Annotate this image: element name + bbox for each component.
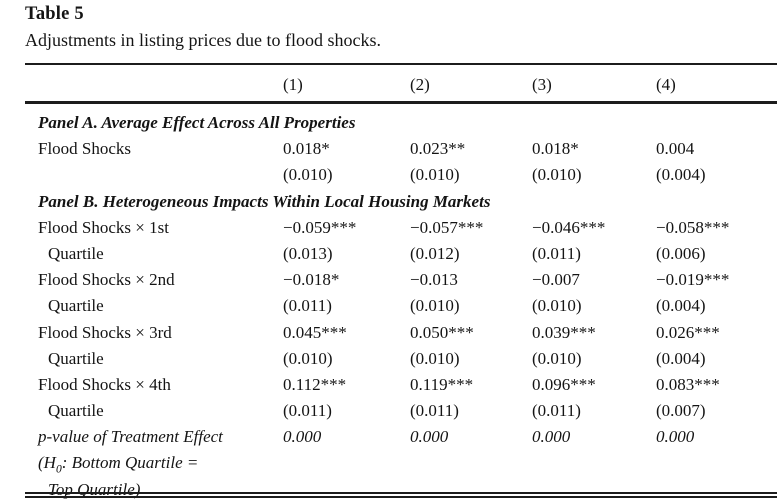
table-row — [25, 267, 777, 293]
table-row — [25, 450, 777, 476]
cell-value: (0.004) — [656, 165, 706, 185]
top-rule — [25, 63, 777, 65]
cell-value: −0.018* — [283, 270, 340, 290]
cell-value: (0.010) — [532, 165, 582, 185]
cell-value: (0.011) — [410, 401, 459, 421]
table-row — [25, 162, 777, 188]
row-label — [25, 450, 283, 476]
table-row — [25, 477, 777, 503]
cell-value: −0.059*** — [283, 217, 357, 237]
panel-heading-row — [25, 110, 777, 136]
cell-value: (0.013) — [283, 243, 333, 263]
cell-value: 0.045*** — [283, 322, 347, 342]
table-row — [25, 293, 777, 319]
panel-heading: Panel A. Average Effect Across All Properties — [38, 113, 356, 132]
cell-value: 0.000 — [656, 427, 695, 447]
row-label-text: : Bottom Quartile = — [61, 453, 199, 473]
cell-value: 0.004 — [656, 139, 695, 159]
row-label-text: (H — [38, 453, 56, 473]
panel-heading: Panel B. Heterogeneous Impacts Within Local Housing Markets — [38, 191, 491, 211]
row-label: Top Quartile) — [48, 479, 141, 499]
row-label: Flood Shocks — [38, 139, 132, 159]
cell-value: (0.010) — [283, 348, 333, 368]
table-row — [25, 320, 777, 346]
cell-value: −0.058*** — [656, 217, 730, 237]
column-header: (1) — [283, 75, 303, 94]
cell-value: −0.019*** — [656, 270, 730, 290]
cell-value: 0.018* — [283, 139, 330, 159]
row-label: Flood Shocks × 2nd — [38, 270, 175, 290]
panel-heading-row — [25, 189, 777, 215]
cell-value: −0.007 — [532, 270, 580, 290]
table-body — [25, 110, 777, 503]
column-header: (4) — [656, 75, 676, 94]
cell-value: (0.011) — [532, 243, 581, 263]
table-row — [25, 398, 777, 424]
table-row — [25, 136, 777, 162]
row-label: Quartile — [48, 243, 104, 263]
cell-value: (0.010) — [532, 296, 582, 316]
bottom-rule — [25, 492, 777, 498]
column-header: (2) — [410, 75, 430, 94]
h-naught-subscript: 0 — [55, 462, 62, 476]
cell-value: (0.011) — [532, 401, 581, 421]
table-row — [25, 215, 777, 241]
cell-value: (0.010) — [410, 165, 460, 185]
cell-value: (0.012) — [410, 243, 460, 263]
row-label: Quartile — [48, 296, 104, 316]
row-label: Flood Shocks × 1st — [38, 217, 169, 237]
cell-value: 0.050*** — [410, 322, 474, 342]
cell-value: (0.010) — [283, 165, 333, 185]
cell-value: 0.018* — [532, 139, 579, 159]
cell-value: (0.011) — [283, 401, 332, 421]
cell-value: 0.039*** — [532, 322, 596, 342]
table-row — [25, 372, 777, 398]
cell-value: −0.057*** — [410, 217, 484, 237]
cell-value: 0.000 — [532, 427, 571, 447]
row-label: Quartile — [48, 348, 104, 368]
cell-value: (0.011) — [283, 296, 332, 316]
table-caption: Adjustments in listing prices due to flood shocks. — [25, 30, 381, 50]
cell-value: (0.007) — [656, 401, 706, 421]
table-row — [25, 346, 777, 372]
cell-value: (0.004) — [656, 296, 706, 316]
column-header-row — [25, 72, 777, 98]
cell-value: (0.006) — [656, 243, 706, 263]
cell-value: (0.010) — [410, 296, 460, 316]
cell-value: −0.013 — [410, 270, 458, 290]
cell-value: 0.096*** — [532, 374, 596, 394]
cell-value: (0.010) — [532, 348, 582, 368]
column-header: (3) — [532, 75, 552, 94]
row-label: Flood Shocks × 4th — [38, 374, 171, 394]
header-rule — [25, 101, 777, 104]
table-row — [25, 424, 777, 450]
table-title: Table 5 — [25, 4, 84, 24]
cell-value: 0.026*** — [656, 322, 720, 342]
cell-value: 0.023** — [410, 139, 466, 159]
row-label: Quartile — [48, 401, 104, 421]
cell-value: 0.083*** — [656, 374, 720, 394]
cell-value: 0.000 — [283, 427, 322, 447]
cell-value: −0.046*** — [532, 217, 606, 237]
cell-value: (0.010) — [410, 348, 460, 368]
cell-value: 0.119*** — [410, 374, 474, 394]
cell-value: (0.004) — [656, 348, 706, 368]
cell-value: 0.112*** — [283, 374, 347, 394]
table-row — [25, 241, 777, 267]
row-label: Flood Shocks × 3rd — [38, 322, 172, 342]
cell-value: 0.000 — [410, 427, 449, 447]
row-label: p-value of Treatment Effect — [38, 427, 223, 447]
